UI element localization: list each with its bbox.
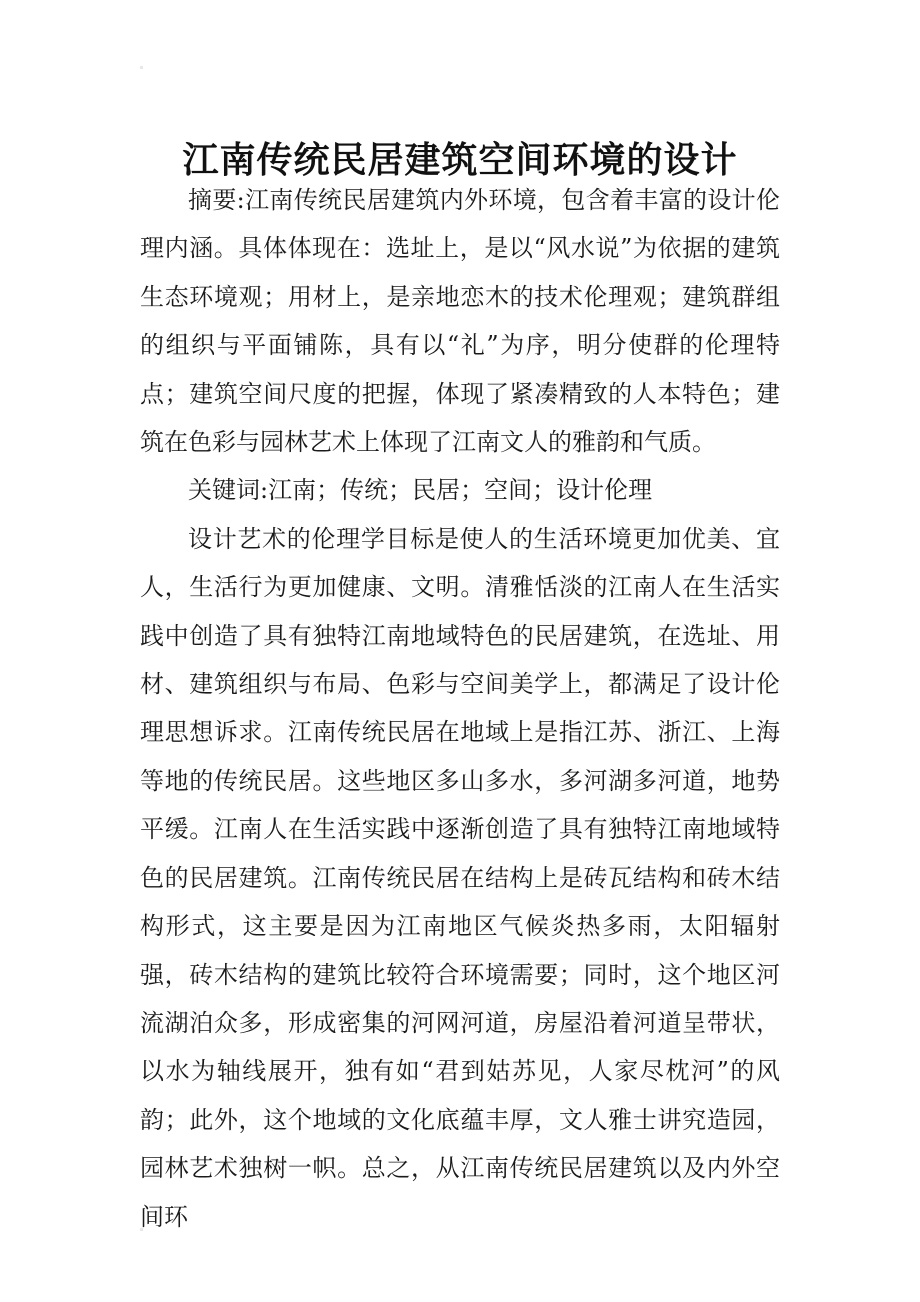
page-corner-mark — [140, 66, 143, 69]
keywords-line: 关键词:江南；传统；民居；空间；设计伦理 — [188, 476, 653, 505]
document-title: 江南传统民居建筑空间环境的设计 — [182, 139, 738, 182]
abstract-paragraph: 摘要:江南传统民居建筑内外环境，包含着丰富的设计伦理内涵。具体体现在：选址上，是以“风水说”为依据的建筑生态环境观；用材上，是亲地恋木的技术伦理观；建筑群组的组织与平面铺陈，具有以“礼”为序，明分使群的伦理特点；建筑空间尺度的把握，体现了紧凑精致的人本特色；建筑在色彩与园林艺术上体现了江南文人的雅韵和气质。 — [140, 186, 780, 457]
document-body — [140, 176, 780, 1241]
body-paragraph: 设计艺术的伦理学目标是使人的生活环境更加优美、宜人，生活行为更加健康、文明。清雅恬淡的江南人在生活实践中创造了具有独特江南地域特色的民居建筑，在选址、用材、建筑组织与布局、色彩与空间美学上，都满足了设计伦理思想诉求。江南传统民居在地域上是指江苏、浙江、上海等地的传统民居。这些地区多山多水，多河湖多河道，地势平缓。江南人在生活实践中逐渐创造了具有独特江南地域特色的民居建筑。江南传统民居在结构上是砖瓦结构和砖木结构形式，这主要是因为江南地区气候炎热多雨，太阳辐射强，砖木结构的建筑比较符合环境需要；同时，这个地区河流湖泊众多，形成密集的河网河道，房屋沿着河道呈带状，以水为轴线展开，独有如“君到姑苏见，人家尽枕河”的风韵；此外，这个地域的文化底蕴丰厚，文人雅士讲究造园，园林艺术独树一帜。总之，从江南传统民居建筑以及内外空间环 — [140, 524, 780, 1231]
